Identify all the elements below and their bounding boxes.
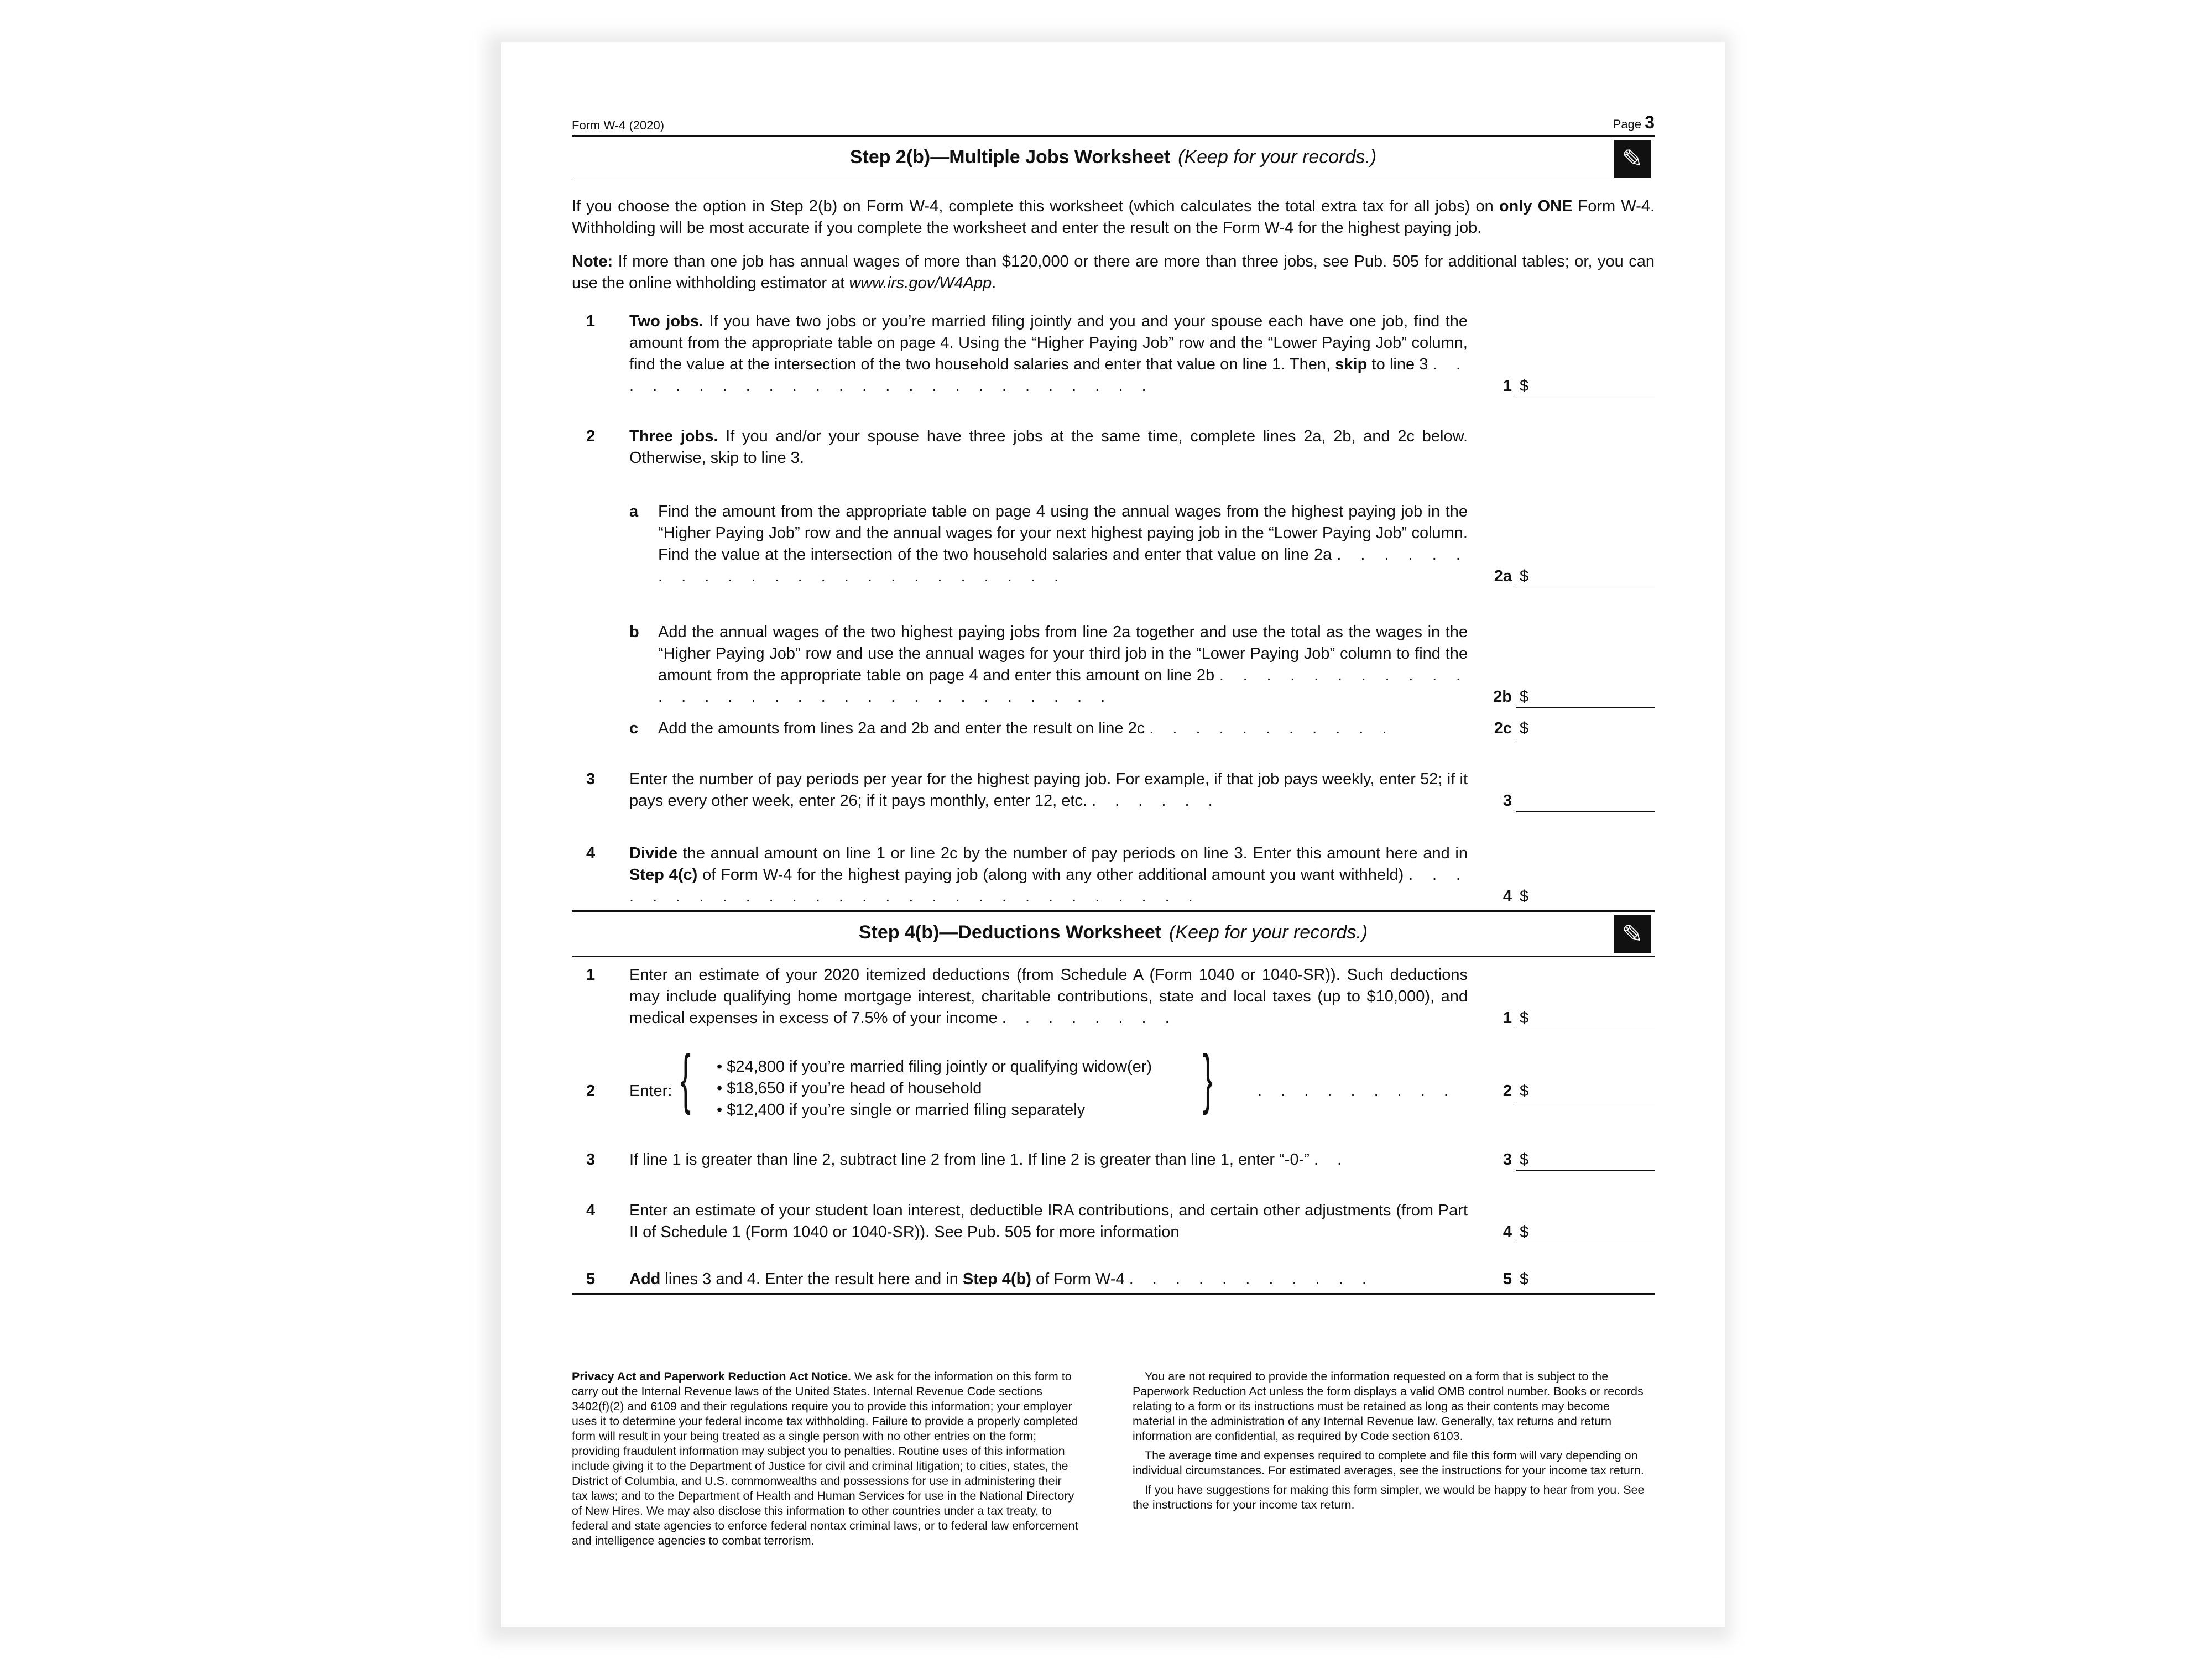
section-2b-subtitle: (Keep for your records.) (1178, 147, 1377, 168)
deduction-line-3-field[interactable]: $ (1516, 1149, 1655, 1171)
privacy-column-2: You are not required to provide the information requested on a form that is subject to the Paperwork Reduction Act unless the form displays a valid OMB control number. Books or records relating to a form or its instructions must be retained as long as their contents may become material in the administration of any Internal Revenue law. Generally, tax returns and return information are confidential, as required by Code section 6103. The average time and expenses required to complete and file this form will vary depending on individual circumstances. For estimated averages, see the instructions for your income tax return. If you have suggestions for making this form simpler, we would be happy to hear from you. See the instructions for your income tax return. (1133, 1370, 1645, 1511)
line-3-pay-periods: 3 Enter the number of pay periods per year for the highest paying job. For example, if that job pays weekly, enter 52; if it pays every other week, enter 26; if it pays monthly, enter 12, etc. . . . . . . 3 (572, 769, 1655, 843)
page-content (572, 112, 1655, 1547)
form-name: Form W-4 (2020) (572, 118, 665, 132)
section-4b-heading (572, 912, 1655, 956)
line-2c-amount-field[interactable]: $ (1516, 718, 1655, 739)
line-2a-amount-field[interactable]: $ (1516, 566, 1655, 587)
worksheet-intro: If you choose the option in Step 2(b) on Form W-4, complete this worksheet (which calculates the total extra tax for all jobs) on only ONE Form W-4. Withholding will be most accurate if you complete the worksheet and enter the result on the Form W-4 for the highest paying job. (572, 197, 1655, 237)
line-2a: a Find the amount from the appropriate table on page 4 using the annual wages from the highest paying job in the “Higher Paying Job” row and the annual wages for your next highest paying job in the “Lower Paying Job” column. Find the value at the intersection of the two household salaries and enter that value on line 2a . . . . . . . . . . . . . . . . . . . . . . . . 2a $ (572, 501, 1655, 622)
page-header (572, 113, 1655, 135)
form-page (501, 42, 1725, 1627)
page-indicator: Page 3 (1613, 112, 1655, 132)
line-2b-amount-field[interactable]: $ (1516, 686, 1655, 708)
deduction-line-1: 1 Enter an estimate of your 2020 itemized deductions (from Schedule A (Form 1040 or 1040-SR)). Such deductions may include qualifying home mortgage interest, charitable contributions, state and local taxes (up to $10,000), and medical expenses in excess of 7.5% of your income . . . . . . . . 1 $ (572, 964, 1655, 1051)
section-4b-title: Step 4(b)—Deductions Worksheet (858, 922, 1162, 943)
standard-deduction-joint: • $24,800 if you’re married filing jointly or qualifying widow(er) (717, 1058, 1152, 1076)
deduction-line-2-field[interactable]: $ (1516, 1081, 1655, 1102)
line-2-three-jobs: 2 Three jobs. If you and/or your spouse have three jobs at the same time, complete lines 2a, 2b, and 2c below. Otherwise, skip to line 3. (586, 427, 1468, 467)
standard-deduction-head: • $18,650 if you’re head of household (717, 1079, 982, 1097)
line-2c: c Add the amounts from lines 2a and 2b and enter the result on line 2c . . . . . . . . . . . 2c $ (572, 718, 1655, 769)
deduction-line-4-field[interactable]: $ (1516, 1222, 1655, 1243)
line-4-divide: 4 Divide the annual amount on line 1 or line 2c by the number of pay periods on line 3. Enter this amount here and in Step 4(c) of Form W-4 for the highest paying job (along with any other additional amount you want withheld) . . . . . . . . . . . . . . . . . . . . . . . . . . . . 4 $ (572, 843, 1655, 910)
deduction-line-5: 5 Add lines 3 and 4. Enter the result here and in Step 4(b) of Form W-4 . . . . . . . . . . . 5 $ (572, 1269, 1655, 1290)
pencil-icon: ✎ (1614, 915, 1651, 953)
line-1-two-jobs: 1 Two jobs. If you have two jobs or you’re married filing jointly and you and your spouse each have one job, find the amount from the appropriate table on page 4. Using the “Higher Paying Job” row and the “Lower Paying Job” column, find the value at the intersection of the two household salaries and enter that value on line 1. Then, skip to line 3 . . . . . . . . . . . . . . . . . . . . . . . . . 1 $ (572, 311, 1655, 426)
deduction-line-5-field[interactable]: $ (1520, 1270, 1529, 1288)
line-1-amount-field[interactable]: $ (1516, 375, 1655, 397)
line-3-pay-periods-field[interactable] (1516, 790, 1655, 812)
section-4b-subtitle: (Keep for your records.) (1169, 922, 1368, 943)
deduction-line-3: 3 If line 1 is greater than line 2, subtract line 2 from line 1. If line 2 is greater than line 1, enter “-0-” . . 3 $ (572, 1149, 1655, 1200)
right-brace: } (1203, 1041, 1213, 1115)
section-2b-title: Step 2(b)—Multiple Jobs Worksheet (849, 147, 1171, 168)
pencil-icon: ✎ (1614, 140, 1651, 178)
left-brace: { (681, 1041, 691, 1115)
page-number: 3 (1645, 112, 1655, 132)
deduction-line-2: 2 Enter: { • $24,800 if you’re married filing jointly or qualifying widow(er) • $18,650 if you’re head of household • $12,400 if you’re single or married filing separately } . . . . . . . . . 2 $ (572, 1051, 1655, 1149)
privacy-column-1: Privacy Act and Paperwork Reduction Act Notice. We ask for the information on this form to carry out the Internal Revenue laws of the United States. Internal Revenue Code sections 3402(f)(2) and 6109 and their regulations require you to provide this information; your employer uses it to determine your federal income tax withholding. Failure to provide a properly completed form will result in your being treated as a single person with no other entries on the form; providing fraudulent information may subject you to penalties. Routine uses of this information include giving it to the Department of Justice for civil and criminal litigation; to cities, states, the District of Columbia, and U.S. commonwealths and possessions for use in administering their tax laws; and to the Department of Health and Human Services for use in the National Directory of New Hires. We may also disclose this information to other countries under a tax treaty, to federal and state agencies to enforce federal nontax criminal laws, or to federal law enforcement and intelligence agencies to combat terrorism. (572, 1370, 1078, 1547)
line-2b: b Add the annual wages of the two highest paying jobs from line 2a together and use the total as the wages in the “Higher Paying Job” row and use the annual wages for your third job in the “Lower Paying Job” column to find the amount from the appropriate table on page 4 and enter this amount on line 2b . . . . . . . . . . . . . . . . . . . . . . . . . . . . . . . 2b $ (572, 622, 1655, 718)
worksheet-note: Note: If more than one job has annual wages of more than $120,000 or there are more than three jobs, see Pub. 505 for additional tables; or, you can use the online withholding estimator at www.irs.gov/W4App. (572, 253, 1655, 292)
section-2b-heading (572, 137, 1655, 181)
deduction-line-4: 4 Enter an estimate of your student loan interest, deductible IRA contributions, and certain other adjustments (from Part II of Schedule 1 (Form 1040 or 1040-SR)). See Pub. 505 for more information 4 $ (572, 1200, 1655, 1269)
deduction-line-1-field[interactable]: $ (1516, 1008, 1655, 1029)
line-4-amount-field[interactable]: $ (1520, 888, 1529, 905)
standard-deduction-single: • $12,400 if you’re single or married filing separately (717, 1101, 1086, 1119)
